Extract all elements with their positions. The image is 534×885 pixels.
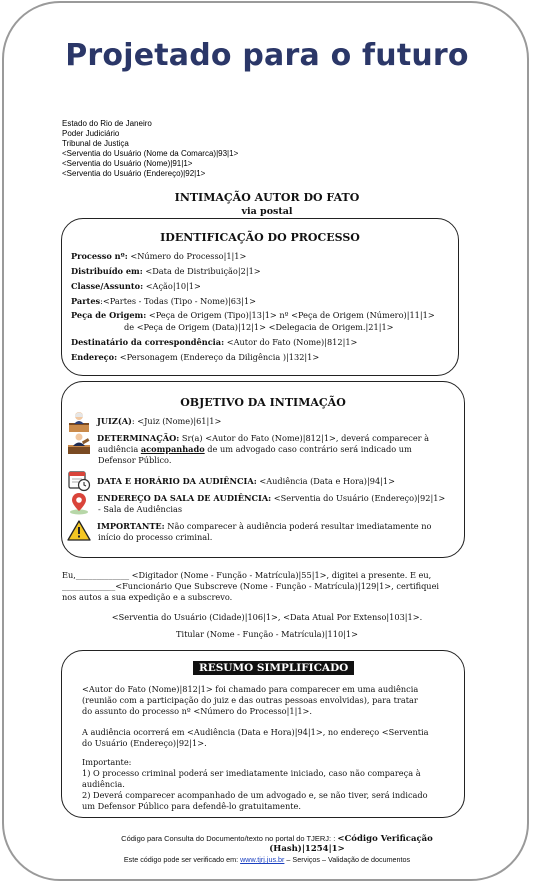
footer-consulta-line-1 (0, 834, 534, 844)
resumo-p1-line-1: <Autor do Fato (Nome)|812|1> foi chamado para comparecer em uma audiência (82, 684, 419, 694)
local-data-line: <Serventia do Usuário (Cidade)|106|1>, <Data Atual Por Extenso|103|1>. (111, 612, 423, 622)
digitador-line-2: _____________<Funcionário Que Subscreve (Nome - Função - Matrícula)|129|1>, certifiquei (62, 581, 440, 591)
classe-label: Classe/Assunto: (71, 281, 144, 291)
juiz-value: : <Juiz (Nome)|61|1> (131, 416, 222, 426)
gavel-icon (67, 431, 91, 455)
footer-codigo-2: (Hash)|1254|1> (269, 844, 345, 854)
header-line: Poder Judiciário (62, 129, 120, 138)
footer-codigo: <Código Verificação (337, 834, 433, 844)
resumo-paragraph-1 (82, 684, 444, 717)
footer-verif-pre: Este código pode ser verificado em: (123, 855, 241, 864)
endereco-sala-label: ENDEREÇO DA SALA DE AUDIÊNCIA: (97, 493, 272, 503)
data-audiencia-value: <Audiência (Data e Hora)|94|1> (256, 476, 396, 486)
endereco-sala-line-2: - Sala de Audiências (98, 504, 183, 514)
resumo-importante-title: Importante: (82, 757, 132, 767)
determinacao-line-2-underline: acompanhado (140, 444, 205, 454)
determinacao-line-2 (97, 444, 429, 455)
processo-label: Processo nº: (71, 251, 128, 261)
endereco-sala-value: <Serventia do Usuário (Endereço)|92|1> (271, 493, 446, 503)
destinatario-value: <Autor do Fato (Nome)|812|1> (224, 337, 358, 347)
endereco-sala-text (97, 493, 445, 515)
classe-value: <Ação|10|1> (143, 281, 201, 291)
processo-line (71, 251, 246, 262)
endereco-line (71, 352, 319, 363)
digitador-paragraph (62, 570, 462, 603)
endereco-sala-row (67, 491, 459, 519)
endereco-label: Endereço: (71, 352, 118, 362)
peca-line (71, 310, 435, 321)
partes-line (71, 296, 256, 307)
resumo-title: RESUMO SIMPLIFICADO (193, 661, 354, 675)
footer-consulta-text: Código para Consulta do Documento/texto no portal do TJERJ: : (121, 834, 338, 843)
determinacao-text (97, 433, 429, 466)
importante-text (97, 521, 431, 543)
header-line: <Serventia do Usuário (Nome)|91|1> (62, 159, 193, 168)
endereco-value: <Personagem (Endereço da Diligência )|132|1> (117, 352, 320, 362)
footer-consulta (0, 834, 534, 854)
partes-value: :<Partes - Todas (Tipo - Nome)|63|1> (100, 296, 257, 306)
data-audiencia-label: DATA E HORÁRIO DA AUDIÊNCIA: (97, 476, 257, 486)
peca-line-2: de <Peça de Origem (Data)|12|1> <Delegacia de Origem.|21|1> (124, 322, 394, 332)
peca-label: Peça de Origem: (71, 310, 147, 320)
distribuido-line (71, 266, 261, 277)
distribuido-label: Distribuído em: (71, 266, 143, 276)
determinacao-line-3: Defensor Público. (98, 455, 172, 465)
juiz-label: JUIZ(A) (97, 416, 132, 426)
resumo-p3-line-3: 2) Deverá comparecer acompanhado de um advogado e, se não tiver, será indicado (82, 790, 428, 800)
header-line: Tribunal de Justiça (62, 139, 129, 148)
determinacao-label: DETERMINAÇÃO: (97, 433, 180, 443)
identificacao-title: IDENTIFICAÇÃO DO PROCESSO (160, 231, 360, 244)
judge-icon (67, 409, 91, 433)
resumo-p2-line-1: A audiência ocorrerá em <Audiência (Data e Hora)|94|1>, no endereço <Serventia (82, 727, 429, 737)
resumo-p3-line-4: um Defensor Público para defendê-lo gratuitamente. (82, 801, 301, 811)
determinacao-value: Sr(a) <Autor do Fato (Nome)|812|1>, deverá comparecer à (179, 433, 430, 443)
document-title: INTIMAÇÃO AUTOR DO FATO (174, 191, 360, 204)
header-line: <Serventia do Usuário (Nome da Comarca)|93|1> (62, 149, 239, 158)
partes-label: Partes (71, 296, 101, 306)
calendar-icon (67, 468, 91, 492)
resumo-p3-line-1: 1) O processo criminal poderá ser imediatamente iniciado, caso não compareça à (82, 768, 421, 778)
digitador-line-1: Eu,_____________ <Digitador (Nome - Função - Matrícula)|55|1>, digitei a presente. E eu, (62, 570, 432, 580)
resumo-p2-line-2: do Usuário (Endereço)|92|1>. (82, 738, 207, 748)
document-subtitle: via postal (241, 206, 293, 217)
court-header (62, 119, 238, 179)
data-audiencia-row (67, 468, 459, 492)
destinatario-label: Destinatário da correspondência: (71, 337, 225, 347)
determinacao-line-1 (97, 433, 429, 444)
distribuido-value: <Data de Distribuição|2|1> (142, 266, 261, 276)
importante-line-2: início do processo criminal. (98, 532, 213, 542)
destinatario-line (71, 337, 357, 348)
classe-line (71, 281, 201, 292)
titular-line: Titular (Nome - Função - Matrícula)|110|1> (176, 629, 358, 639)
banner-title: Projetado para o futuro (65, 38, 469, 73)
resumo-paragraph-2 (82, 727, 444, 749)
importante-value: Não comparecer à audiência poderá resultar imediatamente no (164, 521, 432, 531)
importante-row (67, 519, 459, 547)
header-line: <Serventia do Usuário (Endereço)|92|1> (62, 169, 206, 178)
endereco-sala-line-1 (97, 493, 445, 504)
resumo-p3-line-2: audiência. (82, 779, 125, 789)
determinacao-row (67, 431, 459, 467)
data-audiencia-text (97, 476, 395, 487)
footer-verif-post: – Serviços – Validação de documentos (284, 855, 411, 864)
identificacao-box (61, 218, 459, 376)
resumo-paragraph-3 (82, 757, 444, 812)
importante-line-1 (97, 521, 431, 532)
processo-value: <Número do Processo|1|1> (127, 251, 247, 261)
footer-verificacao (0, 855, 534, 864)
juiz-text (97, 416, 221, 427)
juiz-row (67, 409, 459, 433)
warning-icon (67, 519, 91, 543)
resumo-p1-line-2: (reunião com a participação do juiz e das outras pessoas envolvidas), para tratar (82, 695, 418, 705)
determinacao-line-2-pre: audiência (98, 444, 141, 454)
footer-verif-link[interactable]: www.tjrj.jus.br (240, 855, 285, 864)
determinacao-line-2-post: de um advogado caso contrário será indicado um (204, 444, 412, 454)
objetivo-title: OBJETIVO DA INTIMAÇÃO (180, 396, 346, 409)
resumo-p1-line-3: do assunto do processo nº <Número do Processo|1|1>. (82, 706, 313, 716)
digitador-line-3: nos autos a sua expedição e a subscrevo. (62, 592, 233, 602)
objetivo-box (61, 381, 465, 558)
location-pin-icon (67, 491, 91, 515)
header-line: Estado do Rio de Janeiro (62, 119, 152, 128)
importante-label: IMPORTANTE: (97, 521, 165, 531)
peca-value: <Peça de Origem (Tipo)|13|1> nº <Peça de Origem (Número)|11|1> (146, 310, 435, 320)
resumo-box (61, 650, 465, 818)
